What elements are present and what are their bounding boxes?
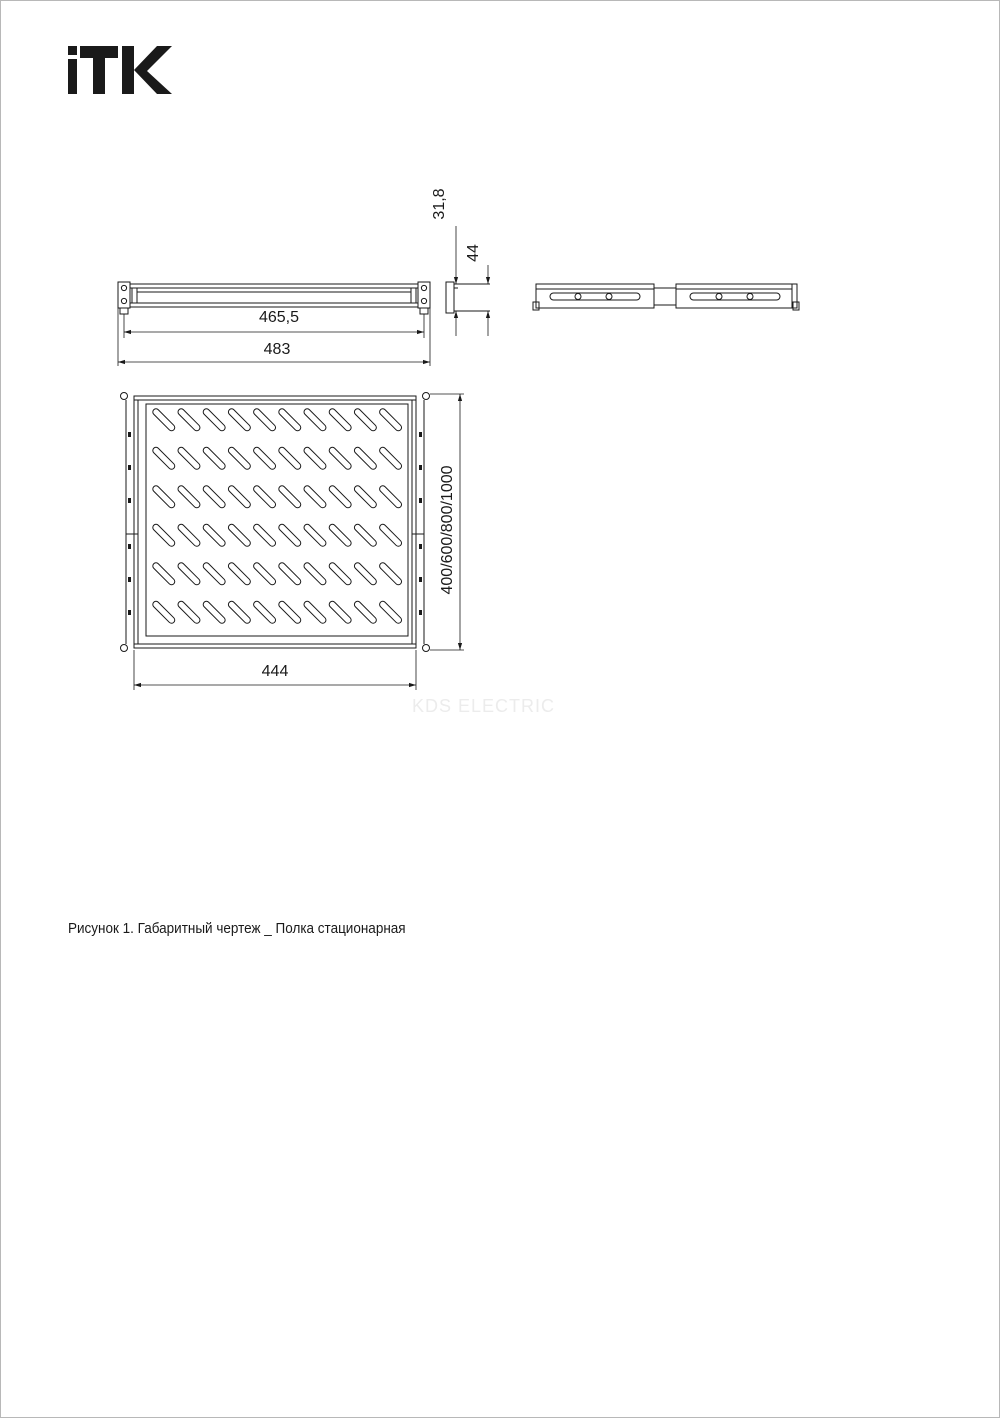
ventilation-slot xyxy=(178,447,200,469)
ventilation-slot xyxy=(380,524,402,546)
dim-depth: 400/600/800/1000 xyxy=(439,465,456,595)
ventilation-slot xyxy=(228,409,250,431)
ventilation-slot xyxy=(279,563,301,585)
ventilation-slot xyxy=(203,409,225,431)
ventilation-slot xyxy=(354,601,376,623)
ventilation-slot xyxy=(203,524,225,546)
ventilation-slot xyxy=(203,563,225,585)
ventilation-slot xyxy=(228,486,250,508)
ventilation-slot xyxy=(380,486,402,508)
ventilation-slot xyxy=(304,601,326,623)
dim-unit-height: 44 xyxy=(465,244,482,262)
ventilation-slot xyxy=(254,447,276,469)
ventilation-slot xyxy=(304,486,326,508)
ventilation-slot xyxy=(304,447,326,469)
ventilation-slot xyxy=(354,524,376,546)
ventilation-slot xyxy=(228,524,250,546)
ventilation-slot xyxy=(329,563,351,585)
ventilation-slot xyxy=(203,486,225,508)
ventilation-slot xyxy=(304,409,326,431)
ventilation-slot xyxy=(329,447,351,469)
ventilation-slot xyxy=(153,563,175,585)
ventilation-slot xyxy=(254,524,276,546)
ventilation-slot xyxy=(178,409,200,431)
ventilation-slot xyxy=(254,563,276,585)
ventilation-slot xyxy=(228,447,250,469)
dim-overall-width: 483 xyxy=(263,341,291,358)
ventilation-slot xyxy=(153,524,175,546)
dim-shelf-width: 444 xyxy=(261,663,289,680)
ventilation-slot xyxy=(254,601,276,623)
ventilation-slot xyxy=(153,409,175,431)
ventilation-slot xyxy=(279,524,301,546)
ventilation-slot xyxy=(203,447,225,469)
ventilation-slot xyxy=(279,601,301,623)
ventilation-slot xyxy=(228,601,250,623)
ventilation-slot xyxy=(203,601,225,623)
ventilation-slot xyxy=(279,409,301,431)
ventilation-slot xyxy=(279,486,301,508)
ventilation-slot xyxy=(279,447,301,469)
ventilation-slots xyxy=(153,409,402,623)
ventilation-slot xyxy=(380,563,402,585)
dim-rail-height: 31,8 xyxy=(431,188,448,220)
ventilation-slot xyxy=(354,486,376,508)
ventilation-slot xyxy=(178,486,200,508)
ventilation-slot xyxy=(178,563,200,585)
ventilation-slot xyxy=(254,409,276,431)
ventilation-slot xyxy=(329,409,351,431)
ventilation-slot xyxy=(178,601,200,623)
ventilation-slot xyxy=(153,447,175,469)
ventilation-slot xyxy=(354,563,376,585)
ventilation-slot xyxy=(153,601,175,623)
side-profile xyxy=(446,282,490,313)
figure-caption: Рисунок 1. Габаритный чертеж _ Полка стационарная xyxy=(68,920,406,937)
ventilation-slot xyxy=(380,409,402,431)
ventilation-slot xyxy=(354,447,376,469)
ventilation-slot xyxy=(178,524,200,546)
ventilation-slot xyxy=(354,409,376,431)
ventilation-slot xyxy=(304,563,326,585)
ventilation-slot xyxy=(254,486,276,508)
ventilation-slot xyxy=(329,601,351,623)
ventilation-slot xyxy=(380,447,402,469)
top-view-shelf xyxy=(121,393,430,652)
dim-inner-width: 465,5 xyxy=(258,309,300,326)
ventilation-slot xyxy=(304,524,326,546)
ventilation-slot xyxy=(380,601,402,623)
watermark: KDS ELECTRIC xyxy=(412,696,556,716)
ventilation-slot xyxy=(153,486,175,508)
ventilation-slot xyxy=(329,486,351,508)
ventilation-slot xyxy=(228,563,250,585)
side-view-rail xyxy=(533,284,799,310)
ventilation-slot xyxy=(329,524,351,546)
